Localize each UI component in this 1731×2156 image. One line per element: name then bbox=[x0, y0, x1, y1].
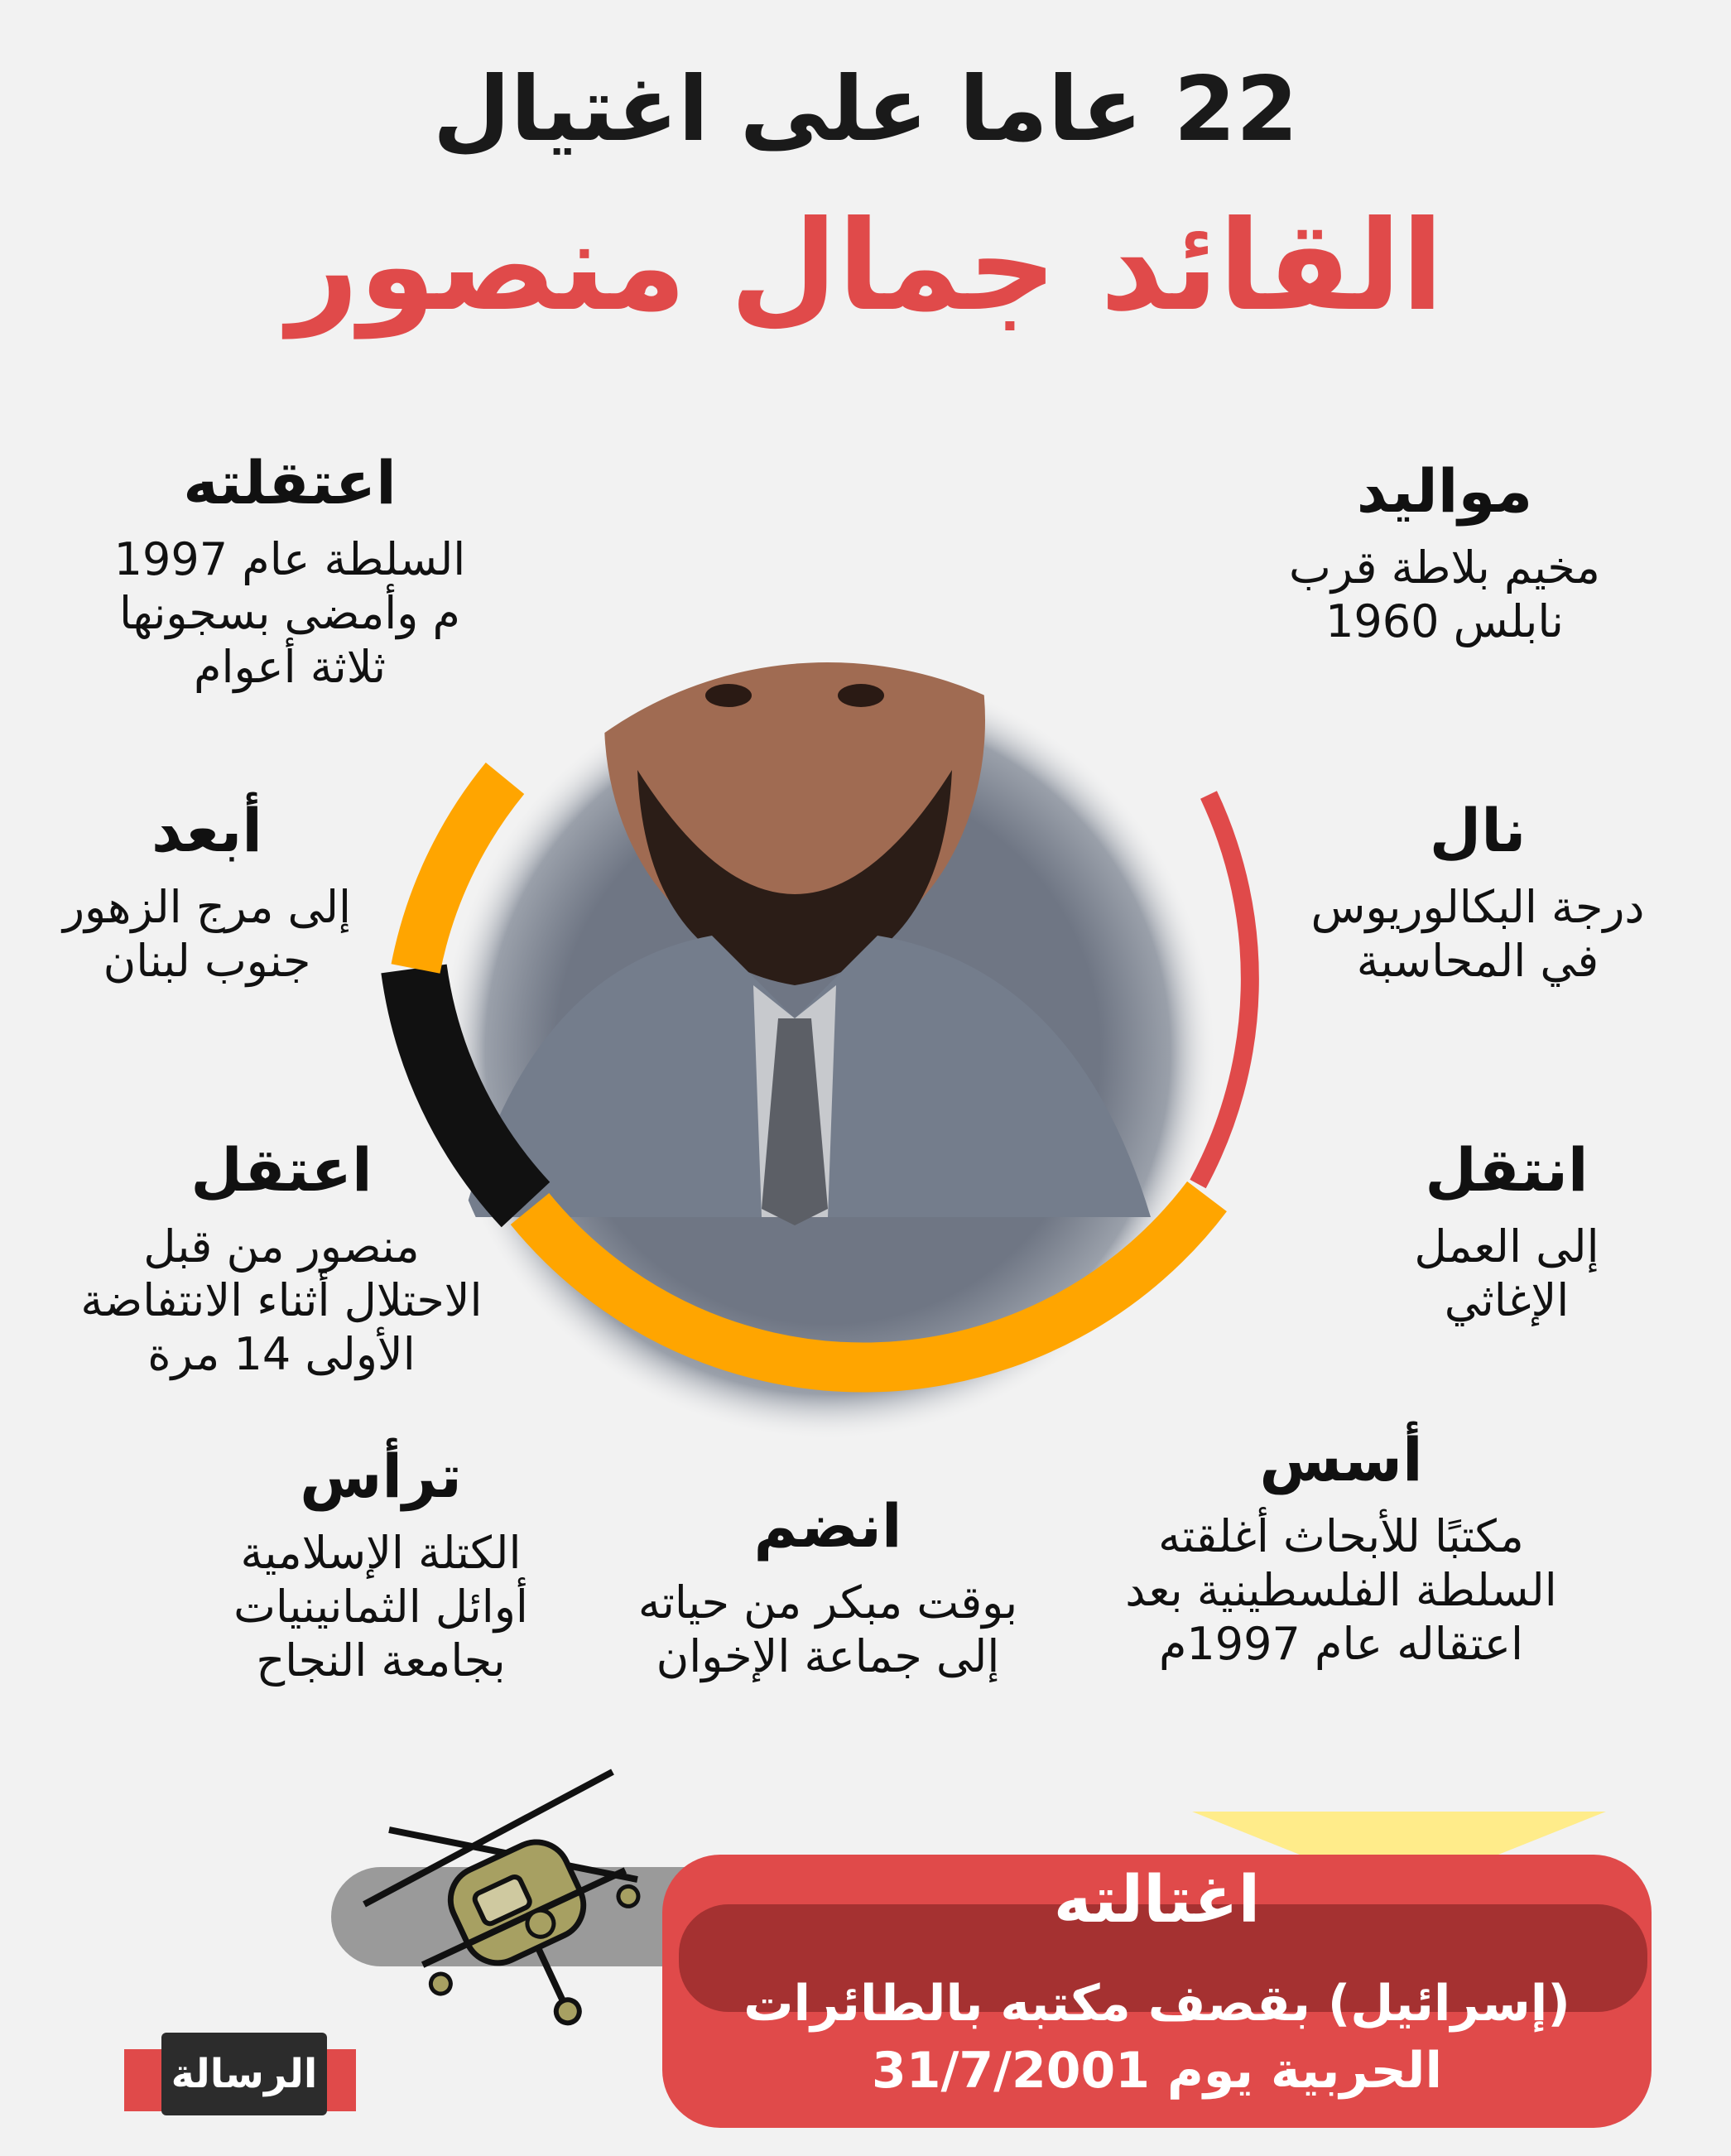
fact-arrested bbox=[33, 1134, 530, 1382]
banner-body bbox=[662, 1971, 1652, 2105]
fact-degree-head: نال bbox=[1429, 796, 1527, 865]
fact-presided-line: بجامعة النجاح bbox=[256, 1634, 506, 1687]
fact-deported bbox=[33, 795, 381, 989]
fact-detained-line: السلطة عام 1997 bbox=[113, 533, 466, 586]
fact-presided-head: ترأس bbox=[300, 1441, 462, 1511]
fact-presided bbox=[174, 1441, 588, 1688]
fact-moved-head: انتقل bbox=[1425, 1135, 1589, 1205]
fact-moved bbox=[1341, 1134, 1672, 1328]
title-line1: 22 عاما على اغتيال bbox=[432, 58, 1299, 161]
fact-degree-line: في المحاسبة bbox=[1356, 935, 1599, 988]
fact-detained bbox=[41, 447, 538, 695]
fact-founded-line: مكتبًا للأبحاث أغلقته bbox=[1158, 1510, 1524, 1563]
fact-presided-line: الكتلة الإسلامية bbox=[240, 1527, 522, 1580]
fact-joined-line: بوقت مبكر من حياته bbox=[637, 1576, 1018, 1629]
fact-founded-head: أسس bbox=[1259, 1425, 1423, 1494]
banner-line: الحربية يوم 31/7/2001 bbox=[871, 2042, 1443, 2100]
fact-detained-line: ثلاثة أعوام bbox=[194, 640, 386, 693]
fact-joined bbox=[596, 1490, 1060, 1684]
fact-moved-line: إلى العمل bbox=[1414, 1220, 1599, 1273]
fact-born-head: مواليد bbox=[1356, 456, 1533, 526]
logo: الرسالة bbox=[161, 2033, 327, 2115]
fact-detained-line: م وأمضى بسجونها bbox=[119, 587, 460, 640]
fact-detained-head: اعتقلته bbox=[183, 448, 397, 517]
fact-deported-line: إلى مرج الزهور bbox=[62, 881, 352, 934]
fact-arrested-line: الاحتلال أثناء الانتفاضة bbox=[80, 1274, 483, 1327]
fact-founded-line: اعتقاله عام 1997م bbox=[1158, 1617, 1523, 1670]
fact-joined-head: انضم bbox=[753, 1491, 902, 1561]
fact-deported-line: جنوب لبنان bbox=[103, 935, 311, 988]
fact-arrested-line: منصور من قبل bbox=[143, 1220, 420, 1273]
banner-title: اغتالته bbox=[1053, 1863, 1261, 1937]
fact-degree-line: درجة البكالوريوس bbox=[1310, 881, 1645, 934]
fact-degree bbox=[1291, 795, 1664, 989]
fact-born-line: مخيم بلاطة قرب bbox=[1289, 541, 1600, 594]
fact-founded bbox=[1084, 1424, 1598, 1672]
fact-moved-line: الإغاثي bbox=[1444, 1274, 1570, 1327]
fact-born bbox=[1258, 455, 1631, 649]
fact-joined-line: إلى جماعة الإخوان bbox=[656, 1630, 1000, 1683]
fact-arrested-line: الأولى 14 مرة bbox=[147, 1327, 416, 1380]
fact-born-line: نابلس 1960 bbox=[1325, 595, 1564, 648]
banner-line: (إسرائيل) بقصف مكتبه بالطائرات bbox=[743, 1975, 1570, 2033]
fact-presided-line: أوائل الثمانينيات bbox=[233, 1581, 528, 1634]
fact-arrested-head: اعتقل bbox=[190, 1135, 373, 1205]
helicopter-icon bbox=[356, 1755, 671, 2037]
title-line2: القائد جمال منصور bbox=[287, 195, 1444, 339]
fact-deported-head: أبعد bbox=[151, 796, 262, 865]
fact-founded-line: السلطة الفلسطينية بعد bbox=[1125, 1564, 1557, 1617]
